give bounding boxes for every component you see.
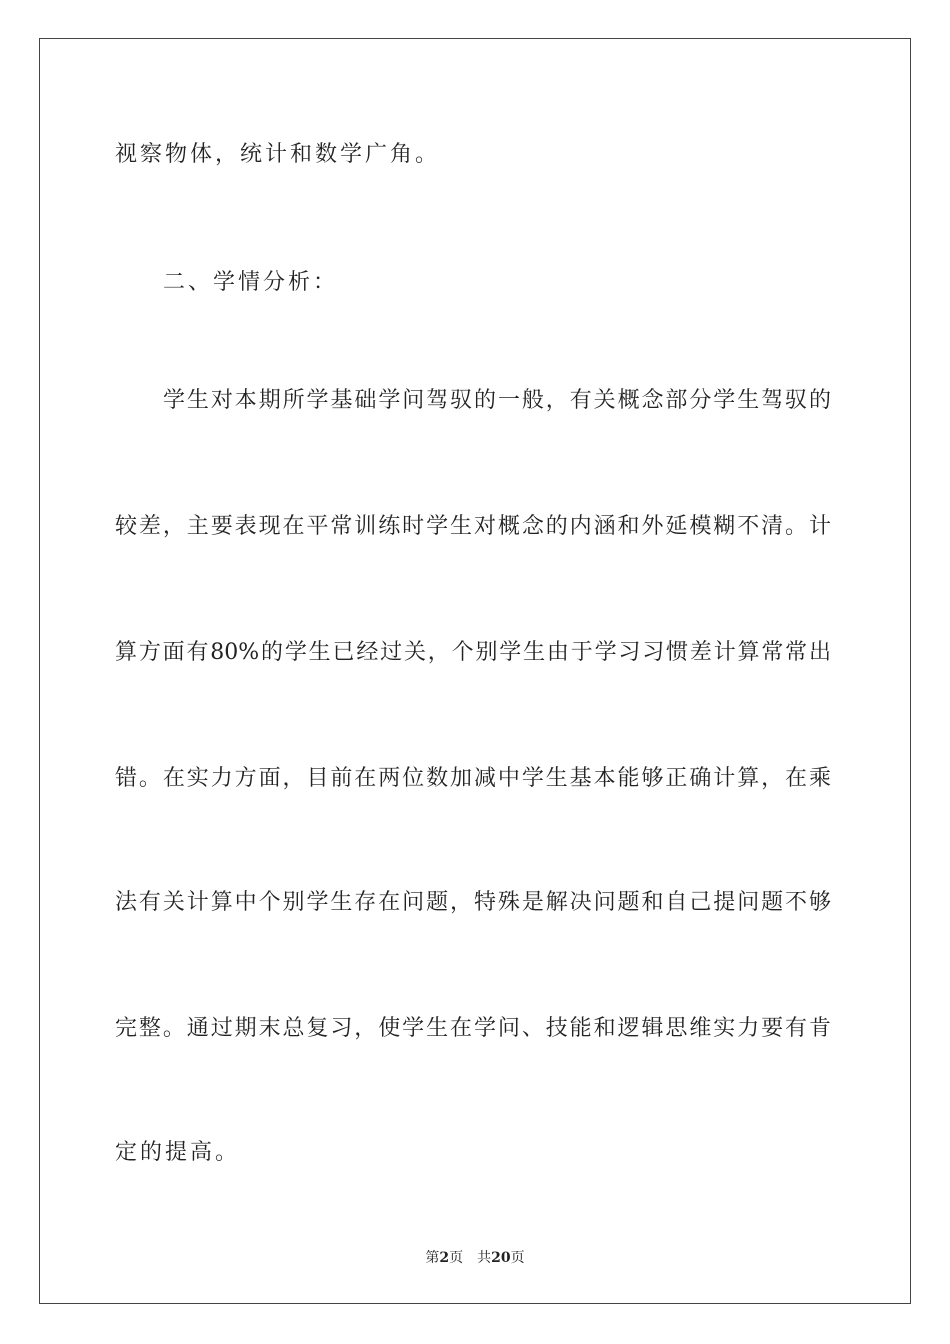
text-line-5: 算方面有80%的学生已经过关，个别学生由于学习习惯差计算常常出 xyxy=(115,640,831,665)
footer-suffix: 页 xyxy=(510,1250,525,1266)
footer-prefix: 第 xyxy=(425,1250,440,1266)
section-heading: 二、学情分析： xyxy=(163,270,339,295)
total-pages-number: 20 xyxy=(491,1250,511,1266)
page-border xyxy=(39,38,911,1304)
text-line-3: 学生对本期所学基础学问驾驭的一般，有关概念部分学生驾驭的 xyxy=(163,388,831,413)
current-page-number: 2 xyxy=(439,1250,450,1266)
text-line-1: 视察物体，统计和数学广角。 xyxy=(115,142,441,167)
text-line-8: 完整。通过期末总复习，使学生在学问、技能和逻辑思维实力要有肯 xyxy=(115,1016,831,1041)
page-footer xyxy=(0,1247,950,1267)
text-line-6: 错。在实力方面，目前在两位数加减中学生基本能够正确计算，在乘 xyxy=(115,766,831,791)
text-line-7: 法有关计算中个别学生存在问题，特殊是解决问题和自己提问题不够 xyxy=(115,890,831,915)
text-line-4: 较差，主要表现在平常训练时学生对概念的内涵和外延模糊不清。计 xyxy=(115,514,831,539)
text-line-9: 定的提高。 xyxy=(115,1140,241,1165)
footer-mid: 页 共 xyxy=(449,1250,492,1266)
